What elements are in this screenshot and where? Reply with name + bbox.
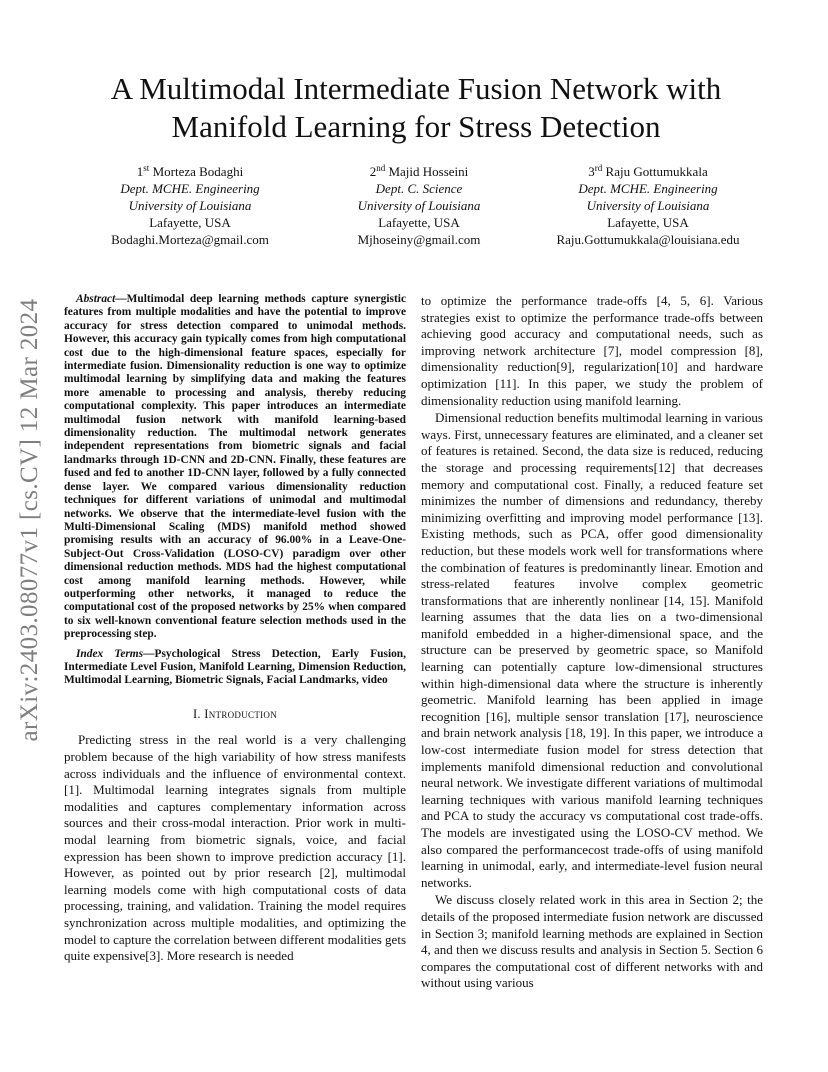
- author-ordinal: 1: [136, 164, 144, 179]
- author-email: Raju.Gottumukkala@louisiana.edu: [556, 232, 740, 247]
- author-department: Dept. MCHE. Engineering: [578, 181, 718, 196]
- section-heading: I. Introduction: [192, 706, 278, 721]
- author-3: [534, 160, 762, 248]
- index-terms-text: —Psychological Stress Detection, Early Fusion, Intermediate Level Fusion, Manifold Learning, Dimension Reduction, Multimodal Learning, Biometric Signals, Facial Landmarks, video: [64, 647, 406, 687]
- author-university: University of Louisiana: [128, 198, 252, 213]
- index-terms-lead: Index Terms: [76, 647, 144, 660]
- intro-paragraph-continued: to optimize the performance trade-offs [4, 5, 6]. Various strategies exist to optimize the performance trade-offs between achieving good accuracy and computational needs, such as improving network architecture [7], model compression [8], dimensionality reduction[9], regularization[10] and hardware optimization [11]. In this paper, we study the problem of dimensionality reduction using manifold learning.: [421, 293, 763, 408]
- arxiv-stamp: [6, 280, 54, 760]
- arxiv-stamp-text: arXiv:2403.08077v1 [cs.CV] 12 Mar 2024: [16, 298, 43, 742]
- author-1: [76, 160, 304, 248]
- author-university: University of Louisiana: [357, 198, 481, 213]
- author-department: Dept. MCHE. Engineering: [120, 181, 260, 196]
- author-email: Bodaghi.Morteza@gmail.com: [111, 232, 269, 247]
- author-ordinal: 2: [369, 164, 377, 179]
- author-ordinal-suffix: rd: [594, 163, 603, 173]
- author-university: University of Louisiana: [586, 198, 710, 213]
- author-name-line: [76, 160, 304, 180]
- author-name: Raju Gottumukkala: [605, 164, 708, 179]
- author-name-line: [305, 160, 533, 180]
- abstract-text: —Multimodal deep learning methods capture synergistic features from multiple modalities and have the potential to improve accuracy for stress detection compared to unimodal methods. However, this accuracy gain typically comes from high computational cost due to the high-dimensional feature spaces, especially for intermediate fusion. Dimensionality reduction is one way to optimize multimodal learning by simplifying data and making the features more amenable to processing and analysis, thereby reducing computational complexity. This paper introduces an intermediate multimodal fusion network with manifold learning-based dimensionality reduction. The multimodal network generates independent representations from biometric signals and facial landmarks through 1D-CNN and 2D-CNN. Finally, these features are fused and fed to another 1D-CNN layer, followed by a fully connected dense layer. We compared various dimensionality reduction techniques for different variations of unimodal and multimodal networks. We observe that the intermediate-level fusion with the Multi-Dimensional Scaling (MDS) manifold method showed promising results with an accuracy of 96.00% in a Leave-One-Subject-Out Cross-Validation (LOSO-CV) paradigm over other dimensional reduction methods. MDS had the highest computational cost among manifold learning methods. However, while outperforming other networks, it managed to reduce the computational cost of the proposed networks by 25% when compared to six well-known conventional feature selection methods used in the preprocessing step.: [64, 293, 406, 641]
- author-name-line: [534, 160, 762, 180]
- author-ordinal-suffix: nd: [376, 163, 386, 173]
- abstract-lead: Abstract: [76, 293, 116, 305]
- right-column: [421, 293, 763, 992]
- paper-title: A Multimodal Intermediate Fusion Network with Manifold Learning for Stress Detection: [110, 71, 722, 144]
- abstract: [64, 293, 406, 642]
- left-column: [64, 293, 406, 965]
- author-2: [305, 160, 533, 248]
- author-location: Lafayette, USA: [149, 215, 231, 230]
- intro-paragraph-3: We discuss closely related work in this area in Section 2; the details of the proposed intermediate fusion network are discussed in Section 3; manifold learning methods are explained in Section 4, and then we discuss results and analysis in Section 5. Section 6 compares the computational cost of different networks with and without using various: [421, 892, 763, 991]
- author-location: Lafayette, USA: [607, 215, 689, 230]
- intro-paragraph-1: Predicting stress in the real world is a very challenging problem because of the high variability of how stress manifests across individuals and the influence of environmental context. [1]. Multimodal learning integrates signals from multiple modalities and captures complementary information across sources and their cross-modal interaction. Prior work in multi-modal learning from biometric signals, voice, and facial expression has been shown to improve prediction accuracy [1]. However, as pointed out by prior research [2], multimodal learning models come with high computational costs of data processing, training, and validation. Training the model requires synchronization across multiple modalities, and optimizing the model to capture the correlation between different modalities gets quite expensive[3]. More research is needed: [64, 732, 406, 964]
- author-block: [76, 160, 762, 248]
- author-ordinal-suffix: st: [143, 163, 150, 173]
- index-terms: [64, 648, 406, 688]
- author-ordinal: 3: [588, 164, 595, 179]
- author-name: Majid Hosseini: [388, 164, 469, 179]
- author-name: Morteza Bodaghi: [152, 164, 244, 179]
- author-department: Dept. C. Science: [375, 181, 463, 196]
- intro-paragraph-2: Dimensional reduction benefits multimodal learning in various ways. First, unnecessary features are eliminated, and a cleaner set of features is retained. Second, the data size is reduced, reducing the storage and processing requirements[12] that decreases memory and computational cost. Finally, a reduced feature set minimizes the number of dimensions and redundancy, thereby minimizing overfitting and improving model performance [13]. Existing methods, such as PCA, offer good dimensionality reduction, but these models work well for transformations where the combination of features is predominantly linear. Emotion and stress-related features involve complex geometric transformations that are inherently nonlinear [14, 15]. Manifold learning assumes that the data lies on a two-dimensional manifold embedded in a higher-dimensional space, and the structure can be preserved by geometric space, so Manifold learning can potentially capture low-dimensional structures within high-dimensional data where the structure is inherently geometric. Manifold learning has been applied in image recognition [16], multiple sensor translation [17], neuroscience and brain network analysis [18, 19]. In this paper, we introduce a low-cost intermediate fusion model for stress detection that implements manifold dimensional reduction and convolutional neural network. We investigate different variations of multimodal learning techniques with various manifold learning techniques and PCA to study the accuracy vs computational cost trade-offs. The models are investigated using the LOSO-CV method. We also compared the performancecost trade-offs of using manifold learning in unimodal, early, and intermediate-level fusion neural networks.: [421, 410, 763, 890]
- author-location: Lafayette, USA: [378, 215, 460, 230]
- author-email: Mjhoseiny@gmail.com: [357, 232, 481, 247]
